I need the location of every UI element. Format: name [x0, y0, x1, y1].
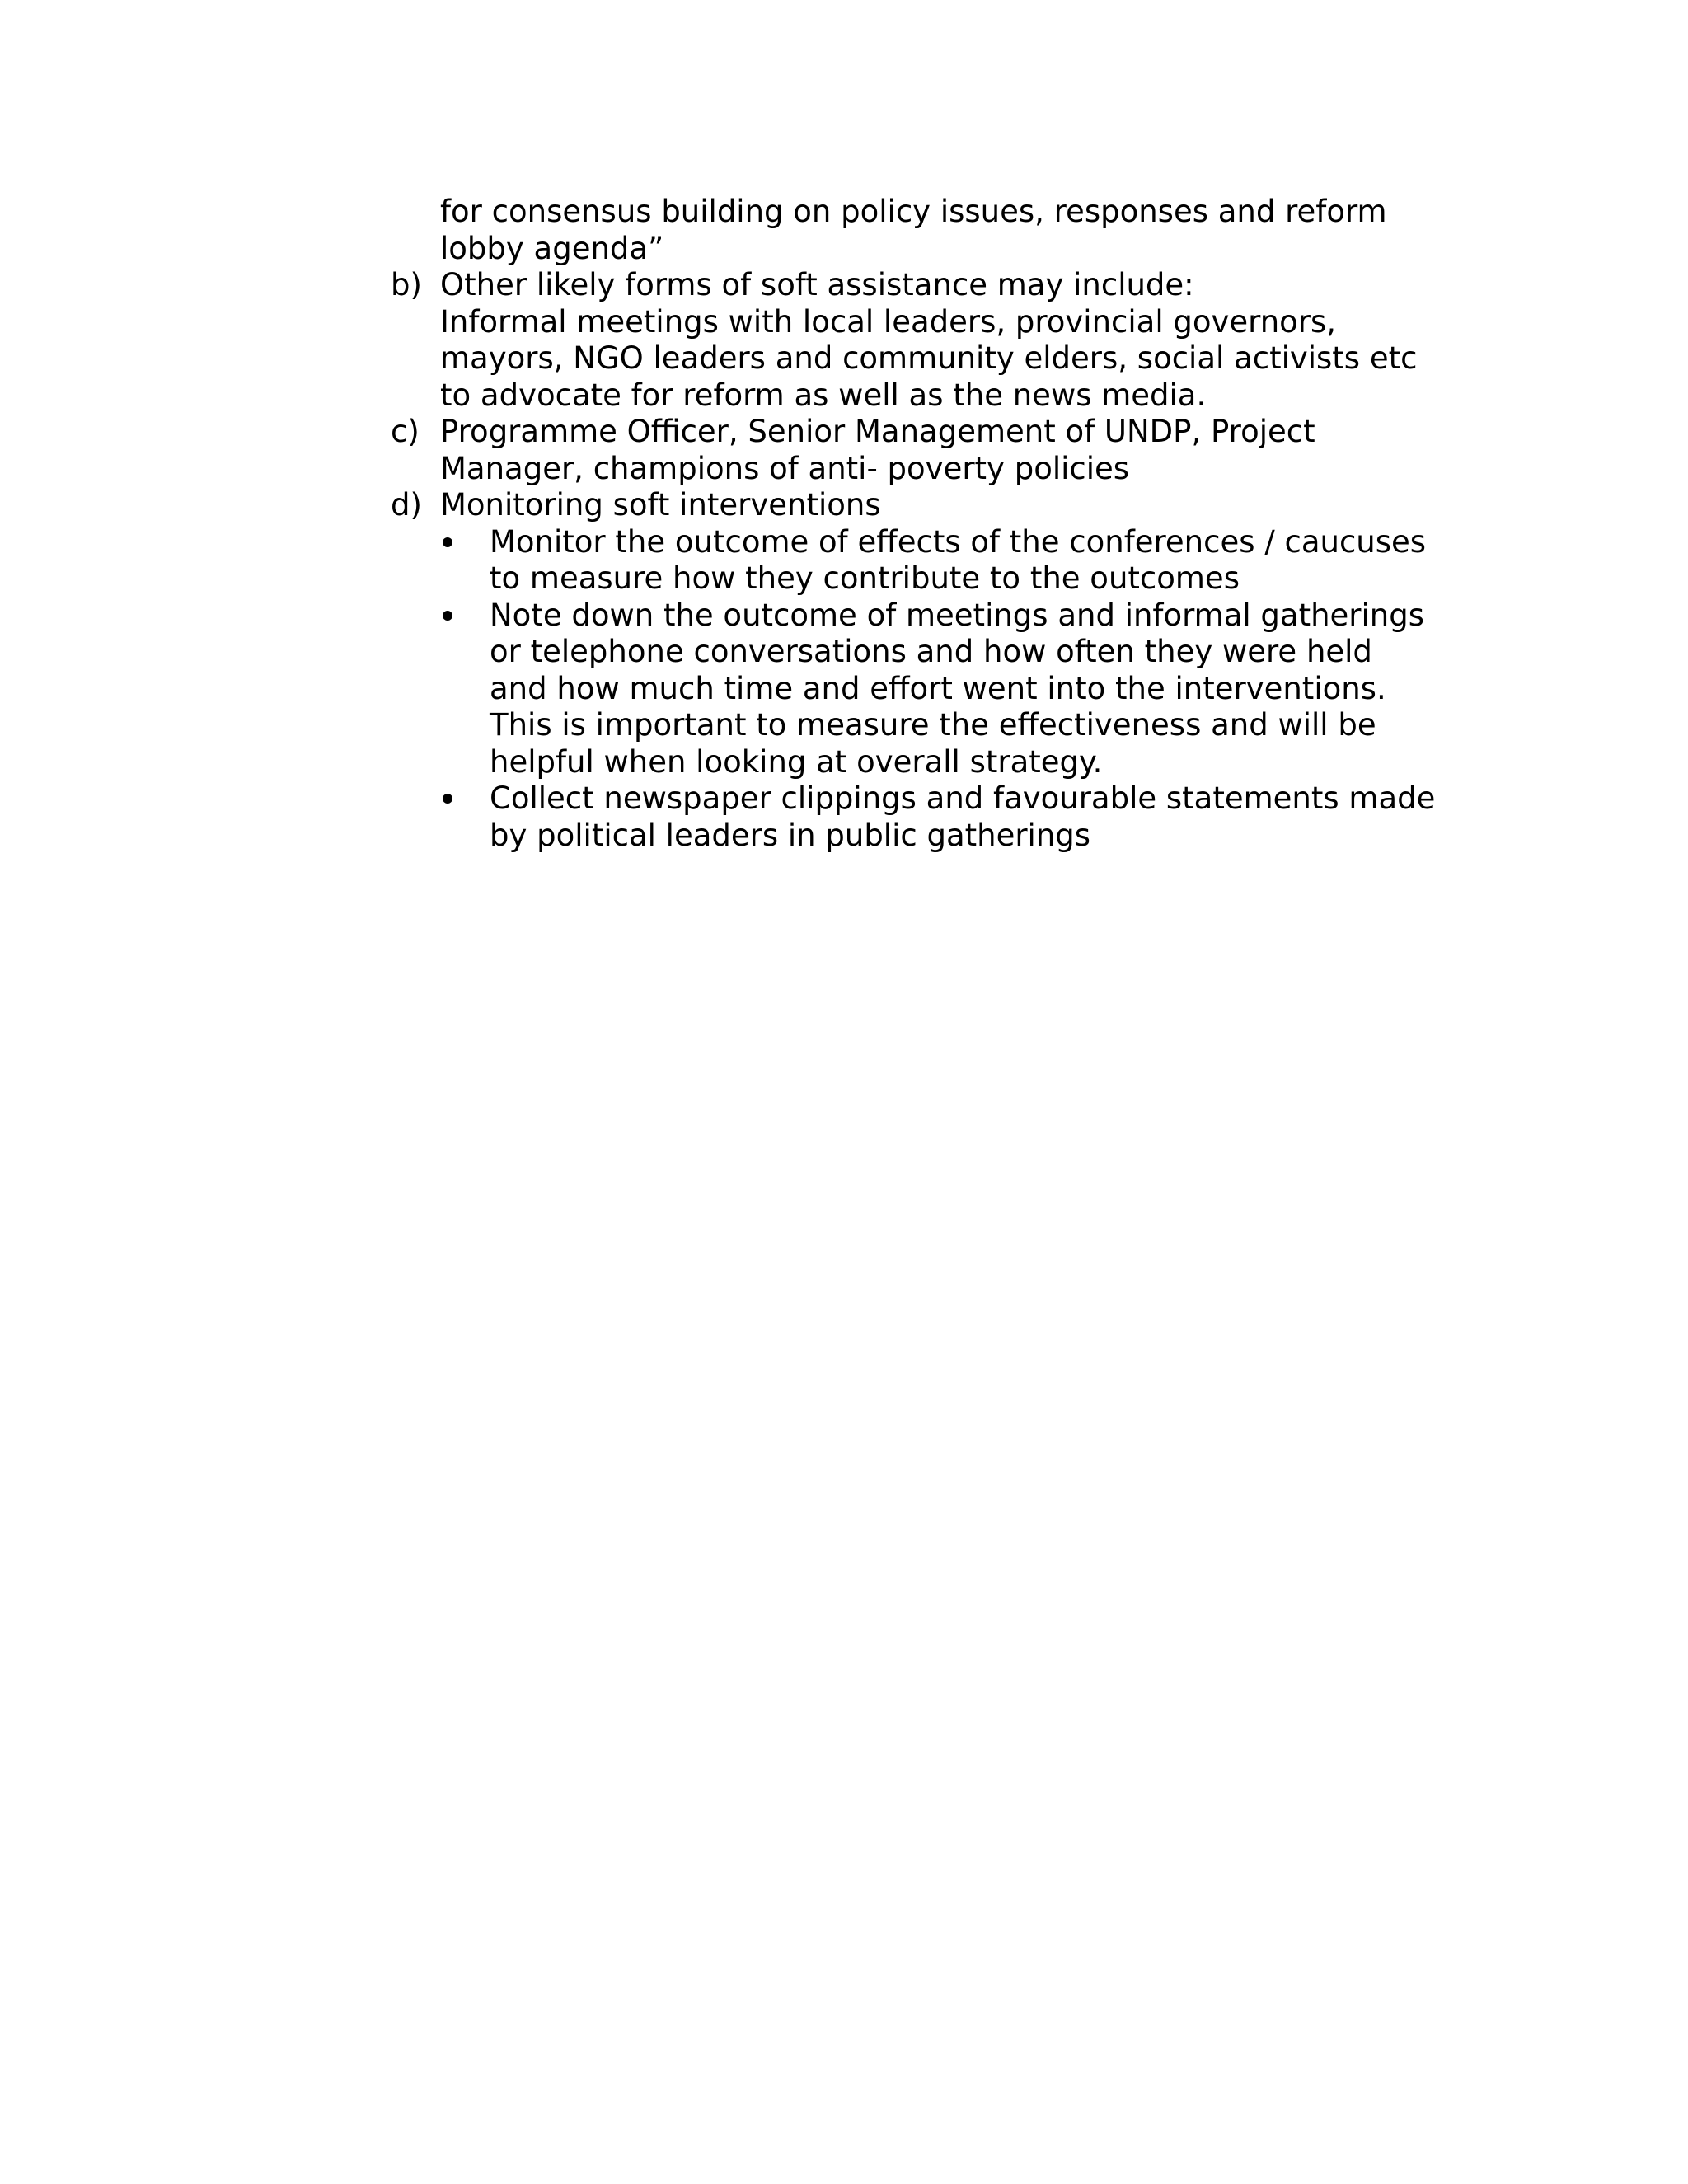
list-marker: c) [391, 414, 420, 449]
list-item-d [391, 487, 1454, 854]
text-line: or telephone conversations and how often they were held [490, 634, 1372, 669]
text-line: Note down the outcome of meetings and informal gatherings [490, 597, 1424, 633]
list-item-body [440, 267, 1454, 414]
bullet-text [490, 780, 1454, 854]
text-line: and how much time and effort went into the interventions. [490, 670, 1386, 706]
text-line: Collect newspaper clippings and favourable statements made [490, 780, 1436, 816]
text-line: Monitor the outcome of effects of the conferences / caucuses [490, 523, 1427, 560]
bullet-text [490, 524, 1454, 598]
list-item-b [391, 267, 1454, 414]
text-line: Other likely forms of soft assistance may include: [440, 267, 1194, 302]
text-line: helpful when looking at overall strategy. [490, 743, 1103, 780]
text-line: to advocate for reform as well as the news media. [440, 377, 1207, 413]
text-line: Programme Officer, Senior Management of UNDP, Project [440, 414, 1315, 449]
list-item-c [391, 414, 1454, 487]
bullet-item [440, 598, 1454, 781]
text-line: Manager, champions of anti- poverty policies [440, 450, 1130, 486]
list-marker: b) [391, 267, 422, 302]
bullet-item [440, 780, 1454, 854]
text-line: by political leaders in public gatherings [490, 817, 1091, 853]
bullet-dot-icon [440, 598, 490, 781]
list-item-body [440, 487, 1454, 854]
bullet-item [440, 524, 1454, 598]
bullet-text [490, 598, 1454, 781]
text-line: This is important to measure the effectiveness and will be [490, 707, 1376, 743]
bullet-dot-icon [440, 780, 490, 854]
continuation-line: lobby agenda” [440, 230, 664, 266]
text-line: mayors, NGO leaders and community elders, social activists etc [440, 340, 1418, 376]
continuation-line: for consensus building on policy issues, responses and reform [440, 194, 1387, 229]
text-line: Informal meetings with local leaders, provincial governors, [440, 303, 1337, 340]
list-item-body [440, 414, 1454, 487]
text-line: Monitoring soft interventions [440, 487, 881, 523]
bullet-dot-icon [440, 524, 490, 598]
document-content [391, 194, 1454, 854]
text-line: to measure how they contribute to the outcomes [490, 560, 1240, 596]
list-marker: d) [391, 487, 422, 523]
